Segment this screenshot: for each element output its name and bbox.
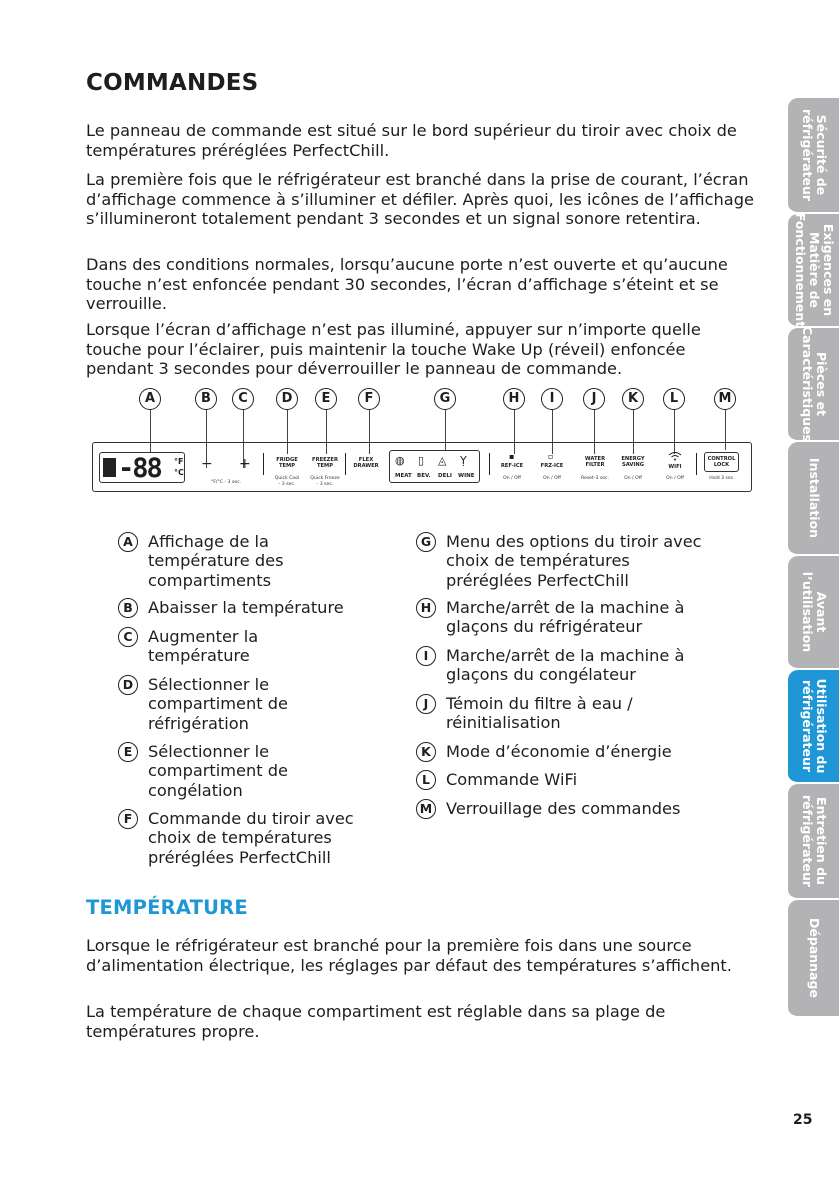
tab-label: Utilisation du réfrigérateur	[799, 678, 829, 774]
legend-letter: H	[416, 598, 436, 618]
minus-button[interactable]: −	[201, 456, 213, 472]
callout-b: B	[195, 388, 217, 410]
legend-letter: F	[118, 809, 138, 829]
plus-button[interactable]: +	[239, 456, 251, 472]
temperature-paragraph: La température de chaque compartiment est réglable dans sa plage de températures propre.	[86, 1002, 666, 1041]
tab-utilisation[interactable]	[788, 670, 839, 784]
flex-option-meat[interactable]: MEAT	[395, 473, 412, 479]
legend-text: Affichage de la température des compartiments	[148, 532, 284, 590]
energy-saving-button[interactable]: ENERGY SAVING	[621, 456, 645, 468]
legend-text: Augmenter la température	[148, 627, 259, 666]
callout-j: J	[583, 388, 605, 410]
tab-label: Sécurité de réfrigérateur	[799, 108, 829, 202]
water-filter-sub: Reset-3 sec.	[580, 476, 610, 481]
legend-text: Marche/arrêt de la machine à glaçons du congélateur	[446, 646, 685, 685]
unit-f: °F	[174, 457, 184, 466]
legend-letter: G	[416, 532, 436, 552]
callout-f: F	[358, 388, 380, 410]
divider	[489, 453, 490, 475]
frz-ice-sub: On / Off	[543, 476, 561, 481]
water-filter-button[interactable]: WATER FILTER	[584, 456, 606, 468]
temperature-paragraph: Lorsque le réfrigérateur est branché pour la première fois dans une source d’alimentation électrique, les réglages par défaut des températures s’affichent.	[86, 936, 732, 975]
control-panel-diagram	[92, 388, 752, 503]
tab-label: Dépannage	[806, 918, 822, 998]
legend-letter: C	[118, 627, 138, 647]
freezer-temp-sub: Quick Freeze - 3 sec.	[310, 476, 340, 487]
callout-c: C	[232, 388, 254, 410]
legend-text: Abaisser la température	[148, 598, 344, 617]
legend-letter: D	[118, 675, 138, 695]
fridge-temp-sub: Quick Cool - 3 sec.	[274, 476, 300, 487]
control-panel	[92, 442, 752, 492]
callout-d: D	[276, 388, 298, 410]
freezer-temp-button[interactable]: FREEZER TEMP	[312, 457, 338, 469]
divider	[263, 453, 264, 475]
legend-text: Menu des options du tiroir avec choix de températures préréglées PerfectChill	[446, 532, 702, 590]
legend-letter: M	[416, 799, 436, 819]
legend-text: Mode d’économie d’énergie	[446, 742, 672, 761]
page-title: COMMANDES	[86, 70, 259, 96]
legend-text: Sélectionner le compartiment de réfrigération	[148, 675, 288, 733]
control-lock-label: CONTROL LOCK	[707, 456, 736, 468]
section-heading-temperature: TEMPÉRATURE	[86, 896, 248, 919]
bottle-icon: ▯	[418, 454, 425, 467]
ref-ice-sub: On / Off	[503, 476, 521, 481]
fridge-temp-button[interactable]: FRIDGE TEMP	[276, 457, 298, 469]
legend-letter: K	[416, 742, 436, 762]
callout-l: L	[663, 388, 685, 410]
cheese-icon: ◬	[438, 454, 447, 467]
tab-securite[interactable]	[788, 98, 839, 214]
unit-c: °C	[174, 468, 184, 477]
callout-e: E	[315, 388, 337, 410]
legend-text: Marche/arrêt de la machine à glaçons du réfrigérateur	[446, 598, 685, 637]
temperature-display	[99, 452, 185, 483]
legend-letter: E	[118, 742, 138, 762]
divider	[696, 453, 697, 475]
flex-option-wine[interactable]: WINE	[458, 473, 475, 479]
legend-text: Témoin du filtre à eau / réinitialisation	[446, 694, 633, 733]
tab-label: Avant l’utilisation	[799, 571, 829, 653]
startup-paragraph: La première fois que le réfrigérateur est branché dans la prise de courant, l’écran d’affichage commence à s’illuminer et défiler. Après quoi, les icônes de l’affichage s’illumineront totalement pendant 3 secondes et un signal sonore retentira.	[86, 170, 754, 228]
ref-ice-button[interactable]: REF-ICE	[500, 463, 524, 469]
display-units	[174, 456, 184, 478]
wine-glass-icon: Ỵ	[460, 454, 467, 467]
legend-text: Verrouillage des commandes	[446, 799, 681, 818]
legend-text: Sélectionner le compartiment de congélation	[148, 742, 288, 800]
temp-unit-switch-label: °F/°C - 3 sec.	[210, 480, 242, 485]
flex-option-deli[interactable]: DELI	[438, 473, 452, 479]
callout-a: A	[139, 388, 161, 410]
callout-k: K	[622, 388, 644, 410]
callout-g: G	[434, 388, 456, 410]
page-number: 25	[793, 1112, 813, 1128]
tab-installation[interactable]	[788, 442, 839, 556]
tab-label: Installation	[806, 457, 822, 539]
callout-m: M	[714, 388, 736, 410]
energy-saving-sub: On / Off	[624, 476, 642, 481]
steak-icon: ◍	[395, 454, 405, 467]
tab-label: Entretien du réfrigérateur	[799, 794, 829, 888]
tab-entretien[interactable]	[788, 784, 839, 900]
wifi-button[interactable]: WIFI	[668, 464, 682, 470]
callout-i: I	[541, 388, 563, 410]
flex-options-menu	[389, 450, 480, 483]
tab-label: Exigences en Matière de Fonctionnement	[792, 212, 836, 328]
wifi-icon	[668, 451, 682, 461]
legend-letter: J	[416, 694, 436, 714]
callout-h: H	[503, 388, 525, 410]
tab-avant[interactable]	[788, 556, 839, 670]
tab-depannage[interactable]	[788, 900, 839, 1018]
tab-exigences[interactable]	[788, 214, 839, 328]
divider	[345, 453, 346, 475]
legend-text: Commande WiFi	[446, 770, 578, 789]
frz-ice-button[interactable]: FRZ-ICE	[540, 463, 564, 469]
flex-drawer-button[interactable]: FLEX DRAWER	[353, 457, 379, 469]
sleep-paragraph: Dans des conditions normales, lorsqu’aucune porte n’est ouverte et qu’aucune touche n’est enfoncée pendant 30 secondes, l’écran d’affichage s’éteint et se verrouille.	[86, 255, 728, 313]
ice-cube-icon: ▫	[548, 452, 554, 461]
ice-cube-icon: ▪	[509, 452, 515, 461]
wifi-sub: On / Off	[666, 476, 684, 481]
legend-letter: L	[416, 770, 436, 790]
display-digits: -88	[118, 453, 161, 484]
control-lock-sub: Hold 3 sec.	[709, 476, 735, 481]
tab-label: Pièces et Caractéristiques	[799, 326, 829, 442]
legend-letter: A	[118, 532, 138, 552]
legend-letter: I	[416, 646, 436, 666]
tab-pieces[interactable]	[788, 328, 839, 442]
flex-option-bev[interactable]: BEV.	[417, 473, 431, 479]
wake-paragraph: Lorsque l’écran d’affichage n’est pas illuminé, appuyer sur n’importe quelle touche pour l’éclairer, puis maintenir la touche Wake Up (réveil) enfoncée pendant 3 secondes pour déverrouiller le panneau de commande.	[86, 320, 701, 378]
segment-block	[103, 458, 116, 477]
control-lock-button[interactable]	[704, 452, 739, 472]
legend-letter: B	[118, 598, 138, 618]
intro-paragraph: Le panneau de commande est situé sur le bord supérieur du tiroir avec choix de températures préréglées PerfectChill.	[86, 121, 737, 160]
legend-text: Commande du tiroir avec choix de températures préréglées PerfectChill	[148, 809, 354, 867]
